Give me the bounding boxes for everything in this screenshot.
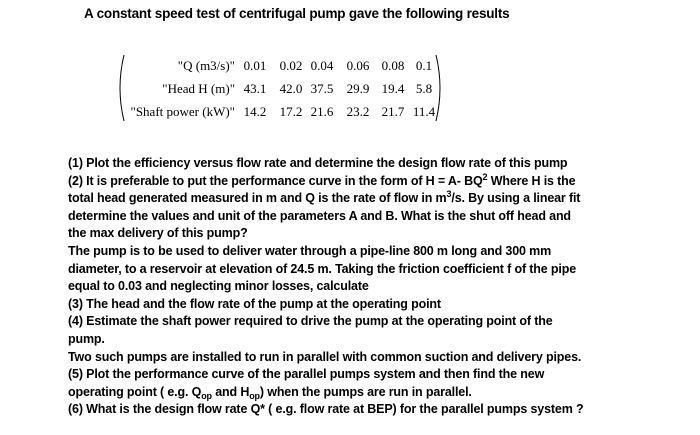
question-list [68, 155, 688, 419]
row-label-flow: "Q (m3/s)" [177, 58, 235, 73]
question-6: (6) What is the design flow rate Q* ( e.g. flow rate at BEP) for the parallel pumps system ? [68, 402, 584, 417]
flow-value: 0.08 [381, 58, 405, 73]
power-value: 21.6 [310, 104, 334, 119]
data-matrix [115, 54, 445, 122]
power-value: 23.2 [346, 104, 370, 119]
power-value: 14.2 [243, 104, 267, 119]
pipeline-description-line-3: equal to 0.03 and neglecting minor losses, calculate [68, 279, 369, 294]
question-5-text: ) when the pumps are run in parallel. [259, 384, 472, 399]
question-3: (3) The head and the flow rate of the pump at the operating point [68, 296, 441, 311]
pipeline-description-line-2: diameter, to a reservoir at elevation of 24.5 m. Taking the friction coefficient f of the pipe [68, 261, 577, 276]
question-5-text: operating point ( e.g. Q [68, 384, 202, 399]
question-2-text-cont: /s. By using a linear fit [451, 191, 581, 206]
question-4-line-2: pump. [68, 331, 105, 346]
exponent: 3 [446, 189, 452, 200]
question-2-text: (2) It is preferable to put the performance curve in the form of H = A- BQ [68, 173, 483, 188]
head-value: 42.0 [279, 81, 303, 96]
exponent: 2 [482, 171, 488, 182]
flow-value: 0.1 [415, 58, 433, 73]
pipeline-description: The pump is to be used to deliver water through a pipe-line 800 m long and 300 mm [68, 243, 552, 258]
question-2-line-2 [68, 190, 688, 208]
question-2-line-4: the max delivery of this pump? [68, 226, 248, 241]
parallel-pumps-description: Two such pumps are installed to run in parallel with common suction and delivery pipes. [68, 349, 582, 364]
flow-value: 0.02 [279, 58, 303, 73]
question-2 [68, 173, 688, 191]
power-value: 21.7 [381, 104, 405, 119]
power-value: 11.4 [412, 104, 436, 119]
row-label-power: "Shaft power (kW)" [130, 104, 235, 119]
question-1: (1) Plot the efficiency versus flow rate and determine the design flow rate of this pump [68, 156, 568, 170]
power-value: 17.2 [279, 104, 303, 119]
head-value: 37.5 [310, 81, 334, 96]
head-value: 19.4 [381, 81, 405, 96]
flow-value: 0.04 [310, 58, 334, 73]
flow-value: 0.01 [243, 58, 267, 73]
question-2-text: total head generated measured in m and Q is the rate of flow in m [68, 191, 447, 206]
question-2-line-3: determine the values and unit of the parameters A and B. What is the shut off head and [68, 208, 571, 223]
question-5-text: and H [211, 384, 250, 399]
subscript: op [201, 390, 212, 401]
question-4: (4) Estimate the shaft power required to drive the pump at the operating point of the [68, 314, 553, 329]
question-5-line-2 [68, 384, 688, 402]
head-value: 5.8 [415, 81, 433, 96]
subscript: op [249, 390, 260, 401]
question-2-text-cont: Where H is the [487, 173, 576, 188]
problem-title: A constant speed test of centrifugal pump gave the following results [84, 6, 510, 21]
head-value: 43.1 [243, 81, 267, 96]
head-value: 29.9 [346, 81, 370, 96]
row-label-head: "Head H (m)" [162, 81, 235, 96]
flow-value: 0.06 [346, 58, 370, 73]
question-5: (5) Plot the performance curve of the parallel pumps system and then find the new [68, 367, 545, 382]
